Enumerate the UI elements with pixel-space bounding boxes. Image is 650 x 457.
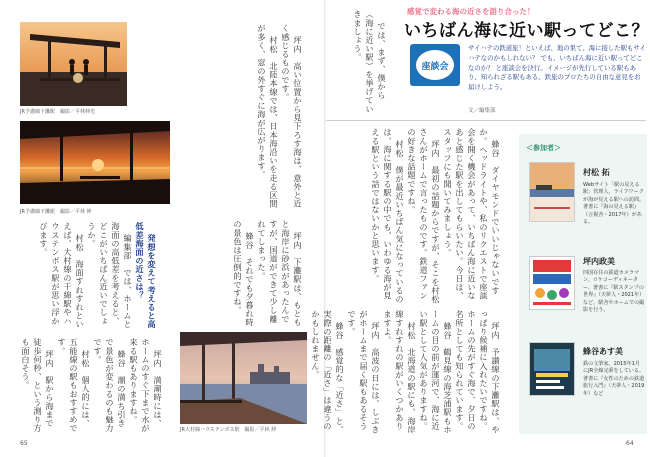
left-col-2 (178, 220, 316, 328)
photo-shimonada-children (20, 22, 127, 106)
participant-bio-2: 四国在住の鉄道カメラマン。ロケコーディネーター。著書に『駅スタンプの世界』（天夢人・2021年）など。駅舎やホームでの撮影を行う。 (583, 270, 645, 314)
left-text-1: 坪内 高い位置から見下ろす海は、意外と近く感じるものです。 (281, 24, 303, 209)
right-text-4: 村松 僕が最近いちばん気になっているのは、海に関する駅の中でも、いわゆる海が見える駅という話ではないかと思います。 (371, 128, 405, 304)
left-col-4 (20, 338, 176, 434)
photo-huis-ten-bosch-image (180, 332, 307, 424)
book-cover-2 (529, 256, 575, 310)
caption-photo2: JR予讃線下灘駅 撮影／平林 伸 (20, 209, 92, 215)
left-col-1 (170, 24, 316, 214)
article-kicker: 感覚で変わる海の近さを語り合った！ (407, 7, 535, 16)
right-text-1: では、まず、僕から（海に近い駅）を挙げていきましょう。 (353, 10, 387, 114)
right-text-8: 坪内 高波の日には、しぶきがホームまで届く駅もあるそうです。 (347, 310, 381, 434)
header-divider (326, 120, 646, 121)
right-text-3: 坪内 最初の話題からですが、そこを村松さんがホームで言ったものです。鉄道ファンの好きな話題ですね。 (407, 128, 441, 304)
participant-bio-3: 鉄の文筆家。2015年1月にJR全線完乗をしている。著書に『女性のための鉄道旅行入門』（天夢人・2019年）など (583, 361, 645, 397)
participant-bio-1: Webサイト「駅の見える駅」管理人。ライフワークが海が見える駅への訪問。著書に『海の見える駅』（言視舎・2017年）がある。 (583, 182, 645, 226)
left-col-3 (20, 222, 170, 332)
left-text-6: 村松 海面すれすれといえば、大村線の千綿駅やハウステンボス駅が思い浮かびます。 (39, 222, 85, 329)
book-cover-1-image (530, 163, 574, 221)
left-text-4: 蜂谷 それでも夕暮れ時の景色は圧倒的ですね。 (233, 220, 255, 327)
participant-name-2: 坪内政美 (583, 257, 615, 266)
right-col-top (336, 10, 400, 116)
roundtable-badge-label: 座談会 (416, 50, 454, 80)
participant-name-1: 村松 拓 (583, 168, 610, 177)
left-text-3: 坪内 下灘駅は、もともと海岸に砂浜があったんですが、国道ができて少し離れてしまった。 (257, 220, 303, 327)
book-cover-1 (529, 162, 575, 222)
left-text-10: 坪内 駅から海まで徒歩何秒、という測り方も面白そう。 (21, 338, 55, 433)
book-cover-3-image (530, 343, 574, 395)
article-title: いちばん海に近い駅ってどこ？ (404, 21, 649, 41)
photo-shimonada-children-image (20, 22, 127, 106)
right-text-6: 蜂谷 鶴見線の海芝浦駅もホームの目の前が運河で、海に近い駅として人気がありますね。 (419, 310, 453, 434)
participants-title: ＜参加者＞ (526, 144, 561, 152)
left-text-5: 編集部 では、ホームと海面の高低差を考えると、どこがいちばん近いでしょうか。 (87, 222, 133, 329)
participant-name-3: 蜂谷あす美 (583, 347, 623, 356)
photo-shimonada-sunset (20, 121, 170, 204)
left-text-8: 蜂谷 潮の満ち引きで景色が変わるのも魅力です。 (93, 338, 127, 433)
page-number-left: 65 (20, 440, 28, 447)
left-text-7: 坪内 満潮時には、ホームのすぐ下まで水が来る駅もありますね。 (129, 338, 163, 433)
book-cover-3 (529, 342, 575, 396)
right-text-2: 蜂谷 ダイヤモンドでいいじゃないですか。ヘッドライトや、私のリクエストで座談会を開く機会があって、いちばん海に近いなあと感じた駅を出してもらいたい。今日は、スタッフにも聞いてみましょう。 (443, 128, 501, 300)
right-text-9: 蜂谷 感覚的な「近さ」と、実際の距離の「近さ」は違うのかもしれません。 (311, 310, 345, 434)
left-subhead: 発想を変えて考えると高低差海面の近さは？ (135, 222, 157, 329)
photo-huis-ten-bosch (180, 332, 307, 424)
article-lead: サイハテの鉄道旅！といえば、地の果て、海に接した駅もサイハテなのかもしれない？ でも、いちばん海に近い駅ってどこなのか？ と座談会を決行。イメージが先行している駅もあり、知られざる駅もある。鉄旅のプロたちの自由な意見をお届けしよう。 (468, 44, 646, 92)
caption-photo1: JR予讃線下灘駅 撮影／平林伸光 (20, 109, 95, 115)
left-text-2: 村松 北陸本線では、日本海沿いを走る区間が多く、窓の外すぐに海が広がります。 (257, 24, 279, 209)
caption-photo3: JR大村線ハウステンボス駅 撮影／平林 伸 (180, 427, 277, 433)
right-text-7: 村松 北海道の駅にも、海岸線すれすれの駅がいくつかありますよ。 (383, 310, 417, 434)
roundtable-badge (410, 44, 460, 86)
book-cover-2-image (530, 257, 574, 309)
right-col-2 (311, 310, 514, 434)
left-text-9: 村松 個人的には、五能線の駅もおすすめです。 (57, 338, 91, 433)
right-text-5: 坪内 予讃線の下灘駅は、やっぱり候補に入れたいですね。ホームの先がすぐ海で、夕日の名所としても知られています。 (455, 310, 501, 434)
page-number-right: 64 (626, 440, 634, 447)
photo-shimonada-sunset-image (20, 121, 170, 204)
article-credit: 文／編集部 (468, 108, 496, 114)
right-col-1 (336, 128, 514, 304)
